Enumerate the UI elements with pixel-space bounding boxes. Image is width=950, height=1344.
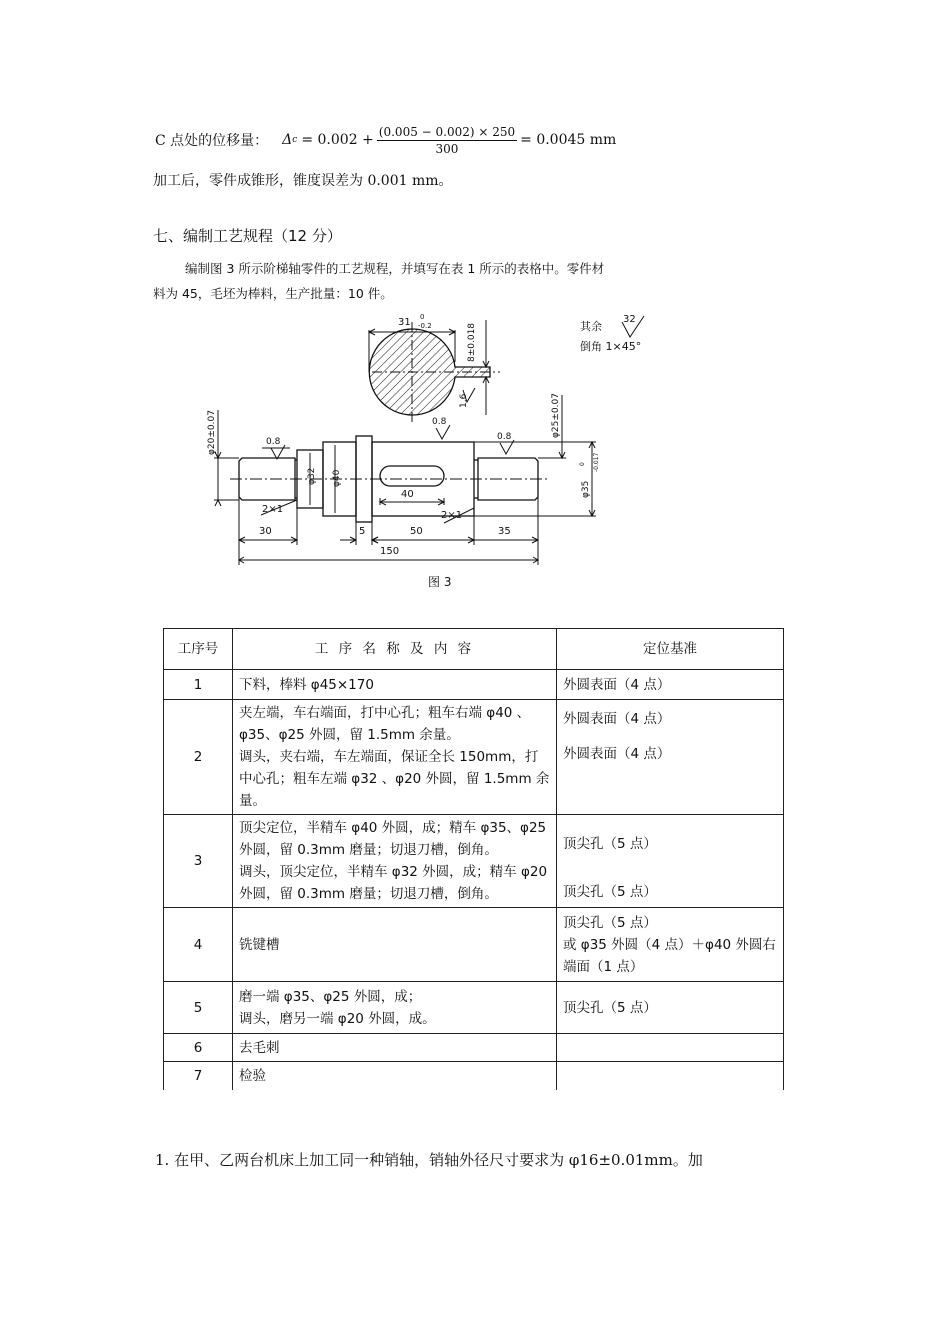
content-text: 顶尖定位，半精车 φ40 外圆，成；精车 φ35、φ25 外圆，留 0.3mm 磨量；切退刀槽，倒角。 [239, 820, 547, 858]
dim-groove-right: 2×1 [441, 510, 463, 521]
roughness-1-6: 1.6 [459, 393, 469, 408]
table-row [164, 982, 784, 1034]
delta-symbol: Δ [282, 132, 293, 148]
basis-text: 或 φ35 外圆（4 点）＋φ40 外圆右端面（1 点） [563, 936, 776, 975]
dim-31-tol-down: -0.2 [418, 322, 432, 330]
header-content: 工 序 名 称 及 内 容 [233, 629, 557, 670]
dim-30: 30 [259, 526, 272, 537]
formula-rhs: = 0.0045 mm [520, 132, 617, 148]
row-step-no: 4 [164, 908, 233, 982]
row-basis [557, 908, 784, 982]
dim-d35-tol-up: 0 [579, 462, 586, 466]
dim-31-tol-up: 0 [420, 313, 425, 321]
row-content [233, 1062, 557, 1090]
content-text: 磨一端 φ35、φ25 外圆，成； [239, 988, 422, 1005]
basis-text: 外圆表面（4 点） [563, 711, 671, 727]
row-step-no: 1 [164, 670, 233, 700]
content-text: 去毛刺 [239, 1039, 280, 1056]
dim-keyway-width: 8±0.018 [467, 322, 477, 362]
taper-error-line: 加工后，零件成锥形，锥度误差为 0.001 mm。 [153, 173, 453, 189]
row-content [233, 908, 557, 982]
dim-d35-tol-down: -0.017 [593, 452, 600, 472]
content-text: 调头，夹右端，车左端面，保证全长 150mm，打中心孔；粗车左端 φ32 、φ20 外圆，留 1.5mm 余量。 [239, 749, 550, 809]
row-basis [557, 1034, 784, 1062]
row-basis [557, 1062, 784, 1090]
note-roughness-value: 32 [623, 314, 636, 325]
dim-d25: φ25±0.07 [551, 393, 561, 438]
fraction-denominator: 300 [435, 141, 459, 156]
row-step-no: 2 [164, 700, 233, 815]
shaft-drawing [0, 0, 950, 600]
table-row [164, 815, 784, 908]
dim-key-length: 40 [401, 489, 414, 500]
row-step-no: 5 [164, 982, 233, 1034]
dim-5: 5 [359, 526, 366, 537]
section-view [369, 320, 500, 422]
row-basis [557, 982, 784, 1034]
content-text: 铣键槽 [239, 936, 280, 953]
table-row [164, 700, 784, 815]
row-step-no: 3 [164, 815, 233, 908]
roughness-0-8-left: 0.8 [266, 437, 281, 447]
basis-text: 外圆表面（4 点） [563, 676, 671, 693]
dim-150: 150 [380, 546, 400, 557]
row-basis [557, 670, 784, 700]
row-step-no: 7 [164, 1062, 233, 1090]
basis-text: 顶尖孔（5 点） [563, 884, 657, 900]
content-text: 下料，棒料 φ45×170 [239, 676, 374, 693]
basis-text: 顶尖孔（5 点） [563, 999, 657, 1016]
content-text: 检验 [239, 1067, 266, 1084]
formula-lhs: = 0.002 + [301, 132, 374, 148]
roughness-0-8-right: 0.8 [497, 432, 512, 442]
row-basis [557, 815, 784, 908]
content-text: 夹左端，车右端面，打中心孔；粗车右端 φ40 、φ35、φ25 外圆，留 1.5mm 余量。 [239, 705, 531, 743]
header-basis: 定位基准 [557, 629, 784, 670]
dim-d32: φ32 [307, 467, 317, 485]
table-row [164, 1062, 784, 1090]
content-text: 调头，磨另一端 φ20 外圆，成。 [239, 1010, 436, 1027]
process-table [163, 628, 784, 1090]
row-content [233, 982, 557, 1034]
dim-d35: φ35 [581, 480, 591, 498]
intro-line-2: 料为 45，毛坯为棒料，生产批量：10 件。 [153, 286, 393, 301]
basis-text: 顶尖孔（5 点） [563, 836, 657, 852]
table-row [164, 1034, 784, 1062]
dim-d40: φ40 [332, 469, 342, 487]
note-rest-label: 其余 [580, 320, 602, 333]
note-chamfer: 倒角 1×45° [580, 340, 642, 353]
table-header-row [164, 629, 784, 670]
basis-text: 外圆表面（4 点） [563, 746, 671, 762]
row-content [233, 815, 557, 908]
row-content [233, 1034, 557, 1062]
section-title: 七、编制工艺规程（12 分） [153, 227, 342, 245]
table-row [164, 908, 784, 982]
row-content [233, 670, 557, 700]
delta-subscript: c [292, 135, 298, 145]
roughness-0-8-middle: 0.8 [432, 417, 447, 427]
dim-31: 31 [398, 317, 411, 328]
dim-groove-left: 2×1 [262, 504, 284, 515]
figure-caption: 图 3 [428, 575, 452, 589]
intro-line-1: 编制图 3 所示阶梯轴零件的工艺规程，并填写在表 1 所示的表格中。零件材 [185, 261, 605, 276]
dim-d20: φ20±0.07 [207, 410, 217, 455]
basis-text: 顶尖孔（5 点） [563, 914, 657, 931]
table-row [164, 670, 784, 700]
fraction-numerator: (0.005 − 0.002) × 250 [378, 124, 516, 139]
dim-35: 35 [498, 526, 511, 537]
row-content [233, 700, 557, 815]
content-text: 调头，顶尖定位，半精车 φ32 外圆，成；精车 φ20 外圆，留 0.3mm 磨量；切退刀槽，倒角。 [239, 864, 548, 902]
formula-label: C 点处的位移量： [155, 133, 269, 149]
row-step-no: 6 [164, 1034, 233, 1062]
question-1-line: 1. 在甲、乙两台机床上加工同一种销轴，销轴外径尺寸要求为 φ16±0.01mm。加 [155, 1151, 703, 1169]
dim-50: 50 [410, 526, 423, 537]
row-basis [557, 700, 784, 815]
header-step-no: 工序号 [164, 629, 233, 670]
